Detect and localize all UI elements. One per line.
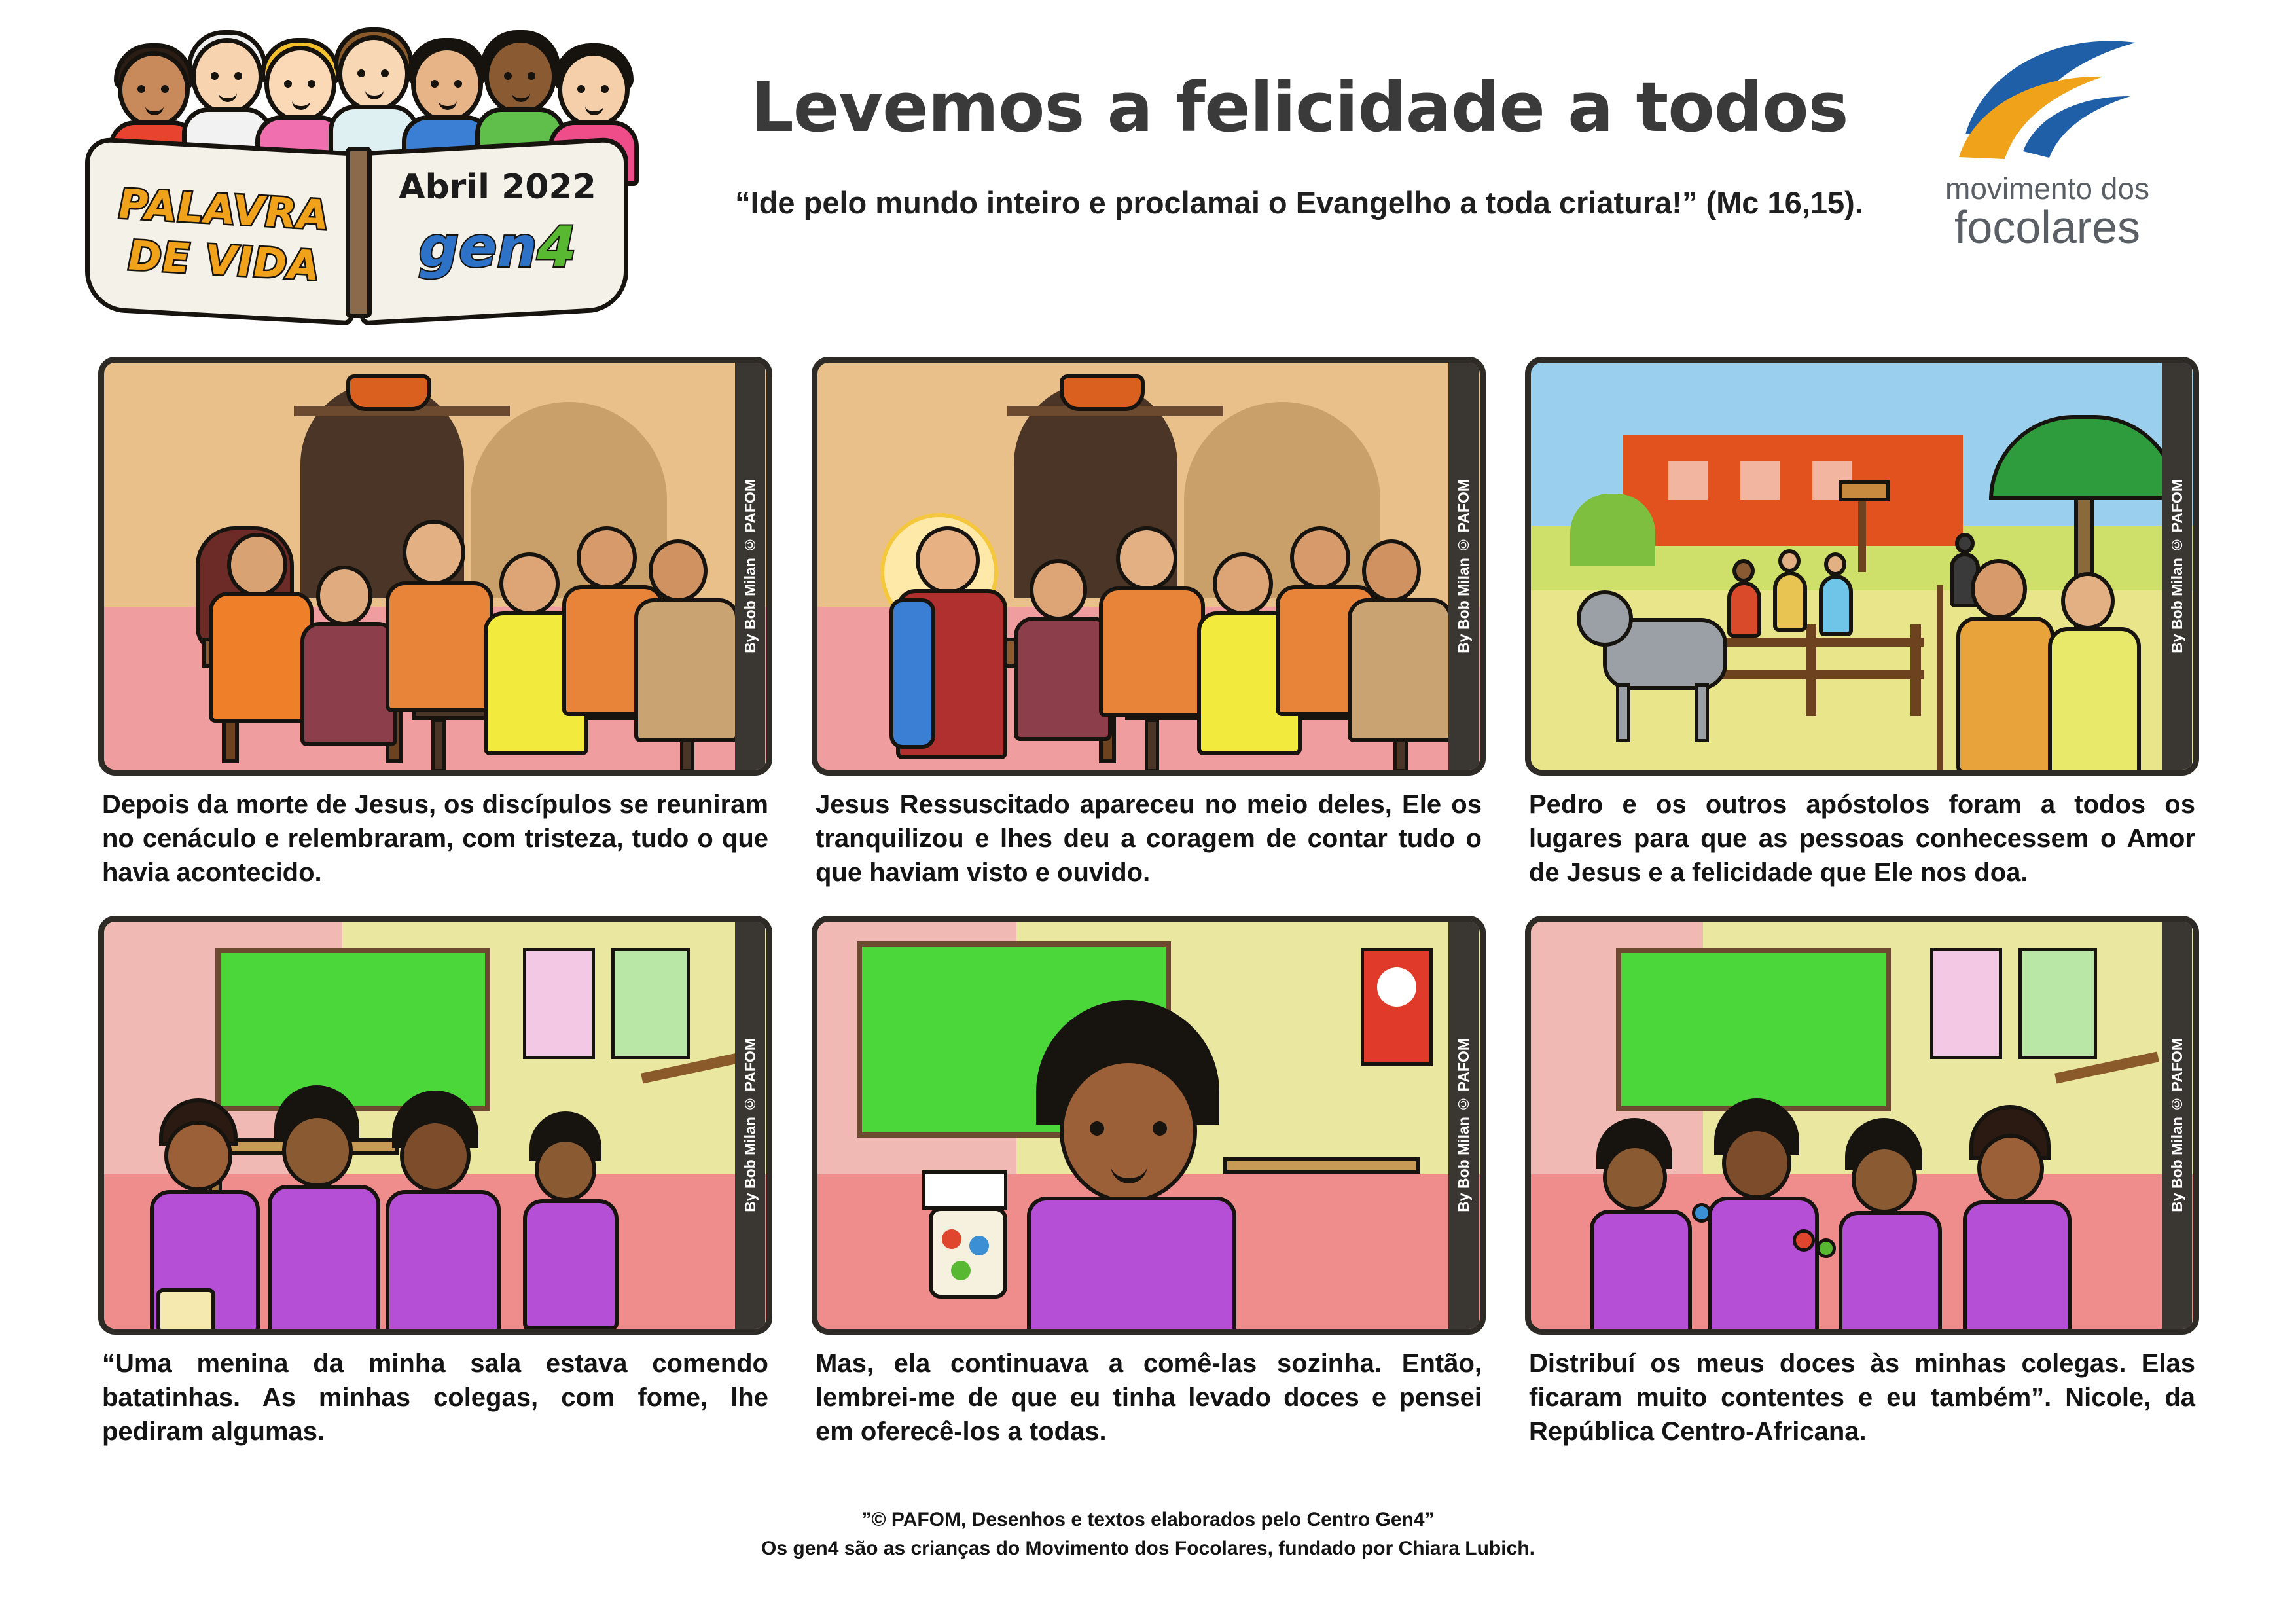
panel-credit [1448, 363, 1479, 770]
page-footer [0, 1506, 2296, 1562]
focolare-logo [1864, 36, 2231, 259]
comic-grid [98, 357, 2199, 1475]
panel-credit-text: By Bob Milan © PAFOM [1454, 479, 1472, 653]
book-page-left [85, 137, 353, 326]
gen4-number: 4 [537, 215, 577, 280]
panel-6 [1525, 916, 2199, 1335]
panel-6-wrapper [1525, 916, 2199, 1449]
panel-caption: Jesus Ressuscitado apareceu no meio deles, Ele os tranquilizou e lhes deu a coragem de contar tudo o que haviam visto e ouvido. [816, 790, 1482, 887]
footer-line-1: ”© PAFOM, Desenhos e textos elaborados pelo Centro Gen4” [861, 1509, 1435, 1530]
panel-3-wrapper [1525, 357, 2199, 890]
panel-credit-text: By Bob Milan © PAFOM [2168, 1038, 2185, 1212]
panel-2-wrapper [812, 357, 1486, 890]
page-header [0, 0, 2296, 340]
palavra-de-vida-logo [85, 20, 635, 327]
panel-credit [2162, 363, 2192, 770]
panel-4-wrapper [98, 916, 772, 1449]
panel-caption: Pedro e os outros apóstolos foram a todos os lugares para que as pessoas conhecessem o Amor de Jesus e a felicidade que Ele nos doa. [1529, 790, 2195, 887]
gen4-wordmark [373, 215, 622, 280]
open-book-graphic [85, 144, 635, 327]
candy [1793, 1229, 1815, 1252]
panel-3 [1525, 357, 2199, 776]
panel-1 [98, 357, 772, 776]
panel-4 [98, 916, 772, 1335]
panel-2 [812, 357, 1486, 776]
logo-title-line2: DE VIDA [128, 231, 320, 290]
comic-row-2 [98, 916, 2199, 1449]
panel-caption: “Uma menina da minha sala estava comendo batatinhas. As minhas colegas, com fome, lhe pediram algumas. [102, 1349, 768, 1446]
logo-title-line1: PALAVRA [118, 179, 329, 240]
scene-girl-with-candy-bag [817, 922, 1480, 1329]
scene-sharing-candies [1531, 922, 2193, 1329]
panel-credit-text: By Bob Milan © PAFOM [1454, 1038, 1472, 1212]
candy [1816, 1238, 1836, 1258]
comic-row-1 [98, 357, 2199, 890]
focolare-wordmark [1864, 173, 2231, 251]
panel-caption: Depois da morte de Jesus, os discípulos se reuniram no cenáculo e relembraram, com tristeza, tudo o que havia acontecido. [102, 790, 768, 887]
gen4-word: gen [418, 215, 537, 280]
focolare-line2: focolares [1954, 201, 2141, 253]
scene-apostles-travel-road [1531, 363, 2193, 770]
focolare-mark-icon [1939, 36, 2155, 173]
page-title: Levemos a felicidade a todos [750, 67, 1848, 147]
panel-credit [2162, 922, 2192, 1329]
scene-risen-jesus-appears [817, 363, 1480, 770]
panel-5 [812, 916, 1486, 1335]
panel-credit [735, 363, 765, 770]
scene-girls-classroom-chips [104, 922, 766, 1329]
panel-caption: Mas, ela continuava a comê-las sozinha. Então, lembrei-me de que eu tinha levado doces e pensei em oferecê-los a todas. [816, 1349, 1482, 1446]
scene-disciples-sad-at-table [104, 363, 766, 770]
candy [1692, 1203, 1712, 1223]
issue-month: Abril 2022 [399, 168, 596, 207]
panel-1-wrapper [98, 357, 772, 890]
panel-5-wrapper [812, 916, 1486, 1449]
panel-credit-text: By Bob Milan © PAFOM [741, 479, 759, 653]
footer-line-2: Os gen4 são as crianças do Movimento dos Focolares, fundado por Chiara Lubich. [761, 1537, 1535, 1559]
page-subtitle: “Ide pelo mundo inteiro e proclamai o Evangelho a toda criatura!” (Mc 16,15). [735, 185, 1863, 221]
title-block [694, 67, 1905, 223]
panel-credit-text: By Bob Milan © PAFOM [741, 1038, 759, 1212]
panel-credit-text: By Bob Milan © PAFOM [2168, 479, 2185, 653]
panel-caption: Distribuí os meus doces às minhas colegas. Elas ficaram muito contentes e eu também”. Nicole, da República Centro-Africana. [1529, 1349, 2195, 1446]
panel-credit [735, 922, 765, 1329]
focolare-line1: movimento dos [1945, 171, 2149, 206]
book-spine [346, 147, 372, 318]
panel-credit [1448, 922, 1479, 1329]
